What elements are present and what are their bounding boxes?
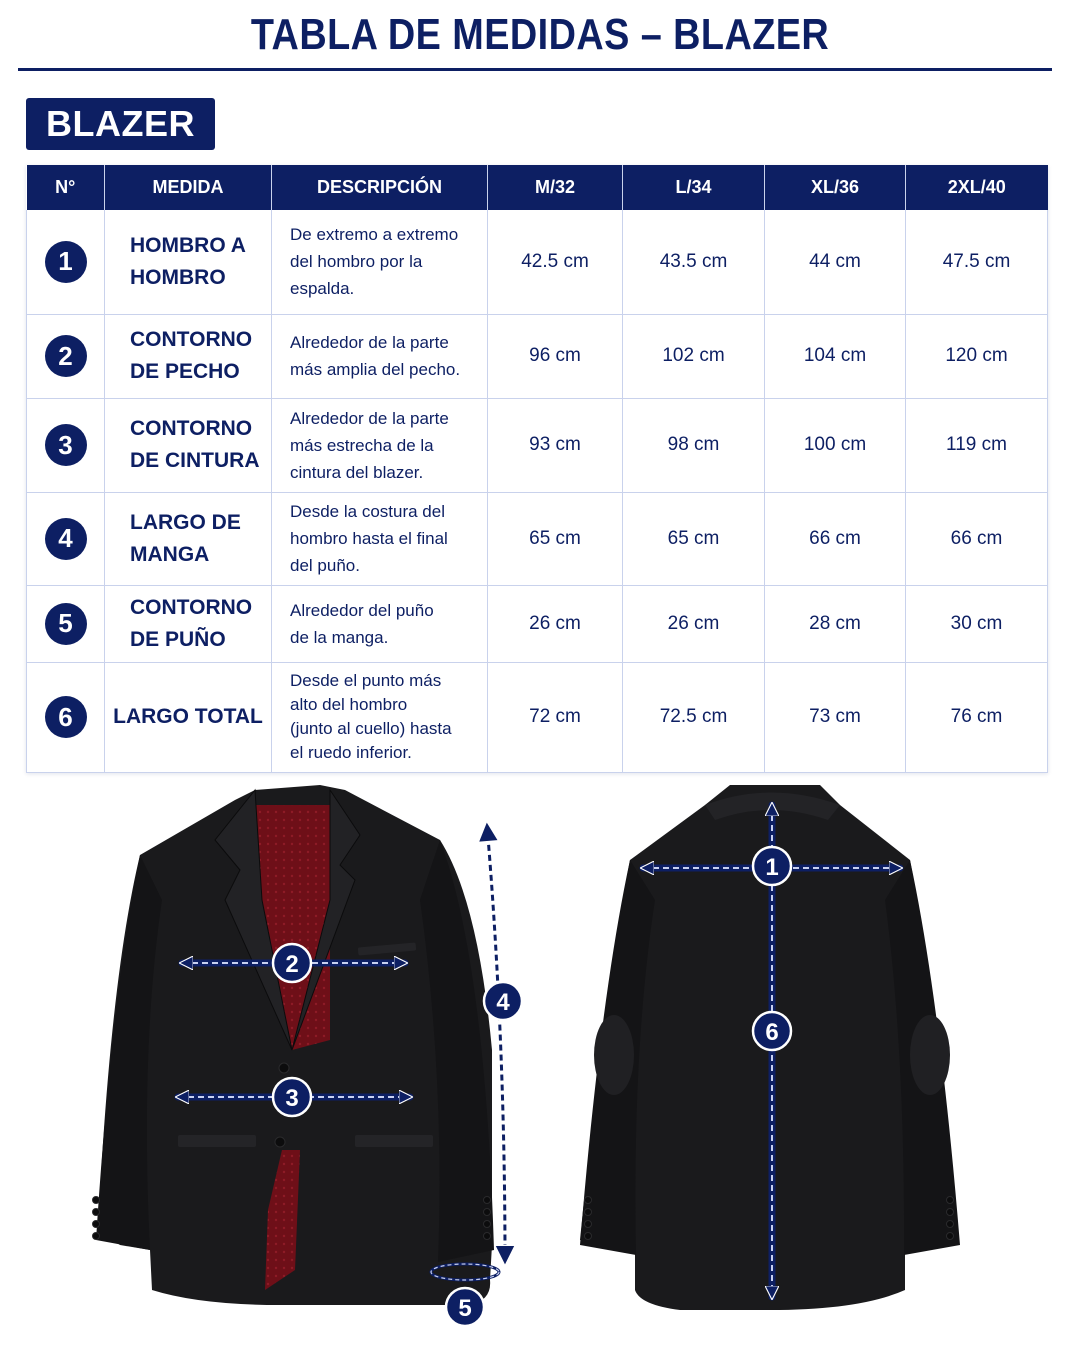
value-m: 72 cm [488,662,623,772]
marker-chest-label: 2 [285,951,299,978]
measure-description: De extremo a extremo del hombro por la espalda. [272,210,488,314]
value-l: 65 cm [623,492,765,585]
table-row [27,314,1048,398]
row-number-badge: 1 [45,241,87,283]
marker-length-label: 6 [765,1019,779,1046]
right-elbow-patch [910,1015,950,1095]
value-l: 26 cm [623,585,765,662]
left-hip-pocket [178,1135,256,1147]
value-m: 42.5 cm [488,210,623,314]
value-xl: 104 cm [765,314,906,398]
marker-waist-label: 3 [285,1085,299,1112]
table-header-row [27,165,1048,210]
left-elbow-patch [594,1015,634,1095]
table-row [27,210,1048,314]
blazer-front-view [93,785,495,1305]
value-2xl: 47.5 cm [906,210,1048,314]
value-2xl: 66 cm [906,492,1048,585]
section-badge: BLAZER [26,98,215,150]
header-size-xl: XL/36 [765,165,906,210]
measure-name: LARGO DE MANGA [105,492,272,585]
table-row [27,492,1048,585]
value-xl: 66 cm [765,492,906,585]
value-2xl: 30 cm [906,585,1048,662]
row-number-badge: 3 [45,424,87,466]
value-2xl: 120 cm [906,314,1048,398]
header-size-m: M/32 [488,165,623,210]
size-table [26,165,1048,773]
table-row [27,585,1048,662]
measure-name: LARGO TOTAL [105,662,272,772]
value-m: 93 cm [488,398,623,492]
header-size-l: L/34 [623,165,765,210]
value-l: 72.5 cm [623,662,765,772]
header-description: DESCRIPCIÓN [272,165,488,210]
measure-description: Alrededor de la parte más amplia del pecho. [272,314,488,398]
measure-name: CONTORNO DE PUÑO [105,585,272,662]
measure-description: Desde la costura del hombro hasta el final del puño. [272,492,488,585]
marker-length [753,1012,791,1050]
marker-cuff [446,1288,484,1326]
marker-shoulder-label: 1 [765,854,779,881]
right-hip-pocket [355,1135,433,1147]
value-xl: 28 cm [765,585,906,662]
marker-sleeve [484,982,522,1020]
front-button-bottom [275,1137,285,1147]
measure-description: Desde el punto más alto del hombro (junto al cuello) hasta el ruedo inferior. [272,662,488,772]
header-number: N° [27,165,105,210]
value-xl: 73 cm [765,662,906,772]
value-2xl: 76 cm [906,662,1048,772]
measure-description: Alrededor del puño de la manga. [272,585,488,662]
row-number-badge: 6 [45,696,87,738]
measure-name: CONTORNO DE CINTURA [105,398,272,492]
header-size-2xl: 2XL/40 [906,165,1048,210]
value-xl: 100 cm [765,398,906,492]
header-measure: MEDIDA [105,165,272,210]
blazer-illustrations [0,775,1080,1335]
row-number-badge: 5 [45,603,87,645]
marker-shoulder [753,847,791,885]
value-m: 96 cm [488,314,623,398]
marker-cuff-label: 5 [458,1295,472,1322]
front-button-top [279,1063,289,1073]
marker-chest [273,944,311,982]
value-xl: 44 cm [765,210,906,314]
value-l: 43.5 cm [623,210,765,314]
row-number-badge: 2 [45,335,87,377]
value-l: 98 cm [623,398,765,492]
measure-name: HOMBRO A HOMBRO [105,210,272,314]
value-l: 102 cm [623,314,765,398]
marker-waist [273,1078,311,1116]
value-m: 26 cm [488,585,623,662]
value-m: 65 cm [488,492,623,585]
measure-name: CONTORNO DE PECHO [105,314,272,398]
title-divider [18,68,1052,71]
page-title: TABLA DE MEDIDAS – BLAZER [250,10,830,59]
marker-sleeve-label: 4 [496,989,510,1016]
row-number-badge: 4 [45,518,87,560]
table-row [27,398,1048,492]
measure-description: Alrededor de la parte más estrecha de la cintura del blazer. [272,398,488,492]
value-2xl: 119 cm [906,398,1048,492]
table-row [27,662,1048,772]
